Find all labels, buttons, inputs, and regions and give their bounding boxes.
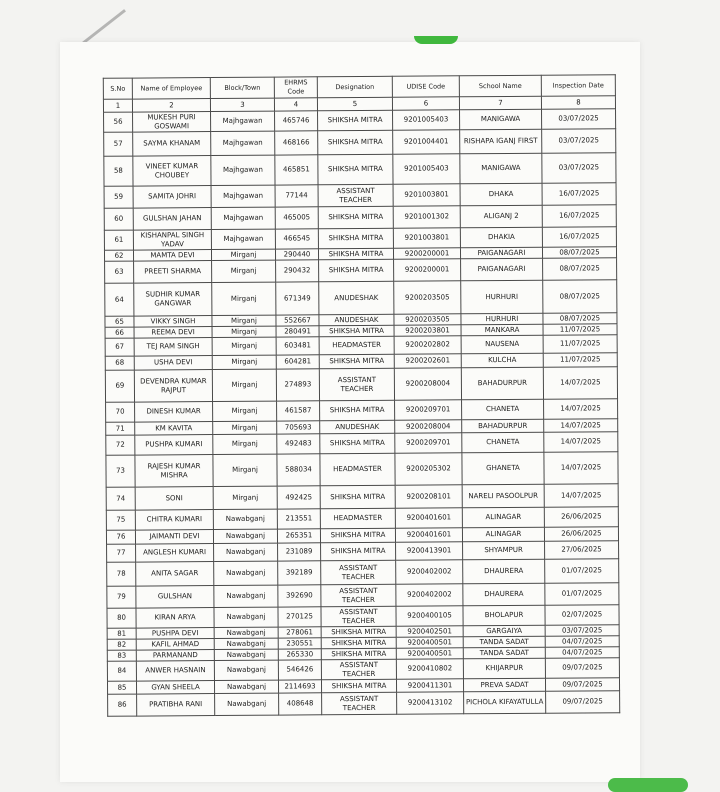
cell-school-name: MANIGAWA <box>460 109 542 130</box>
cell-inspection-date: 14/07/2025 <box>544 419 618 433</box>
cell-inspection-date: 26/06/2025 <box>544 527 618 542</box>
cell-sno: 59 <box>104 186 133 208</box>
cell-ehrms-code: 265330 <box>278 649 321 660</box>
cell-employee-name: CHITRA KUMARI <box>135 510 213 531</box>
cell-designation: SHIKSHA MITRA <box>321 637 396 649</box>
cell-school-name: HURHURI <box>461 280 543 314</box>
cell-block: Nawabganj <box>214 543 278 561</box>
cell-inspection-date: 27/06/2025 <box>545 541 619 560</box>
cell-sno: 61 <box>104 230 133 250</box>
cell-employee-name: VIKKY SINGH <box>134 316 212 328</box>
col-header-sno: S.No <box>103 78 132 99</box>
cell-sno: 58 <box>104 156 133 186</box>
cell-employee-name: RAJESH KUMAR MISHRA <box>135 455 213 488</box>
cell-ehrms-code: 465005 <box>275 207 318 229</box>
cell-udise-code: 9200208101 <box>395 485 462 508</box>
cell-employee-name: PREETI SHARMA <box>134 261 212 284</box>
cell-sno: 71 <box>106 422 135 435</box>
cell-sno: 72 <box>106 435 135 455</box>
cell-ehrms-code: 588034 <box>277 454 320 486</box>
cell-ehrms-code: 278061 <box>278 627 321 638</box>
cell-sno: 63 <box>105 261 134 283</box>
cell-ehrms-code: 392690 <box>278 585 321 607</box>
cell-ehrms-code: 408648 <box>279 693 322 715</box>
cell-designation: ASSISTANT TEACHER <box>322 692 397 715</box>
cell-employee-name: TEJ RAM SINGH <box>134 338 212 357</box>
cell-block: Nawabganj <box>214 561 278 585</box>
cell-designation: ASSISTANT TEACHER <box>321 560 396 585</box>
cell-school-name: GHANETA <box>462 452 544 485</box>
cell-ehrms-code: 77144 <box>275 185 318 207</box>
cell-school-name: DHAKIA <box>460 227 542 248</box>
cell-sno: 69 <box>105 370 134 402</box>
cell-designation: SHIKSHA MITRA <box>320 433 395 454</box>
cell-block: Mirganj <box>212 355 276 369</box>
cell-ehrms-code: 270125 <box>278 607 321 627</box>
cell-sno: 78 <box>107 562 136 586</box>
cell-inspection-date: 11/07/2025 <box>543 324 617 336</box>
cell-school-name: ALIGANJ 2 <box>460 205 542 228</box>
cell-block: Mirganj <box>212 369 276 401</box>
cell-employee-name: GULSHAN JAHAN <box>133 208 211 231</box>
cell-sno: 60 <box>104 208 133 230</box>
cell-employee-name: KIRAN ARYA <box>136 608 214 629</box>
cell-udise-code: 9200410802 <box>396 659 463 679</box>
cell-inspection-date: 16/07/2025 <box>542 227 616 248</box>
cell-school-name: BAHADURPUR <box>461 367 543 400</box>
cell-inspection-date: 26/06/2025 <box>544 507 618 528</box>
cell-sno: 62 <box>104 250 133 261</box>
cell-designation: ASSISTANT TEACHER <box>318 184 393 207</box>
cell-sno: 80 <box>107 608 136 628</box>
table-row <box>105 280 617 317</box>
cell-designation: ASSISTANT TEACHER <box>319 368 394 401</box>
cell-udise-code: 9200203801 <box>394 325 461 336</box>
cell-block: Majhgawan <box>211 229 275 249</box>
cell-block: Majhgawan <box>211 111 275 131</box>
col-number: 1 <box>103 99 132 112</box>
cell-udise-code: 9200209701 <box>395 400 462 420</box>
cell-designation: SHIKSHA MITRA <box>319 354 394 369</box>
table-row <box>108 691 620 717</box>
cell-ehrms-code: 230551 <box>278 638 321 649</box>
cell-inspection-date: 04/07/2025 <box>545 647 619 659</box>
cell-inspection-date: 09/07/2025 <box>545 658 619 679</box>
cell-udise-code: 9200401601 <box>395 508 462 528</box>
table-row <box>106 452 618 488</box>
cell-employee-name: GULSHAN <box>136 586 214 609</box>
table-row <box>104 153 616 187</box>
cell-school-name: SHYAMPUR <box>463 541 545 560</box>
cell-ehrms-code: 552667 <box>276 315 319 326</box>
cell-sno: 64 <box>105 283 134 316</box>
cell-block: Mirganj <box>213 486 277 509</box>
cell-block: Nawabganj <box>214 660 278 680</box>
cell-school-name: GARGAIYA <box>463 625 545 637</box>
cell-block: Mirganj <box>211 249 275 260</box>
cell-designation: SHIKSHA MITRA <box>321 648 396 660</box>
cell-sno: 84 <box>107 661 136 681</box>
cell-udise-code: 9200203505 <box>394 314 461 325</box>
cell-employee-name: JAIMANTI DEVI <box>135 530 213 545</box>
cell-employee-name: ANWER HASNAIN <box>136 661 214 682</box>
cell-block: Mirganj <box>213 434 277 454</box>
cell-ehrms-code: 465746 <box>275 111 318 131</box>
cell-block: Nawabganj <box>214 627 278 638</box>
cell-ehrms-code: 290432 <box>276 260 319 282</box>
green-top-indicator <box>414 36 458 44</box>
table-body <box>104 109 620 717</box>
cell-block: Mirganj <box>212 282 276 315</box>
cell-employee-name: SAMITA JOHRI <box>133 186 211 209</box>
cell-designation: SHIKSHA MITRA <box>318 154 393 185</box>
cell-sno: 79 <box>107 586 136 608</box>
cell-udise-code: 9200402002 <box>396 560 463 584</box>
cell-block: Nawabganj <box>215 693 279 715</box>
cell-sno: 81 <box>107 628 136 639</box>
cell-ehrms-code: 213551 <box>277 509 320 529</box>
col-header-date: Inspection Date <box>541 75 615 97</box>
cell-school-name: TANDA SADAT <box>463 647 545 659</box>
cell-school-name: PREVA SADAT <box>463 678 545 692</box>
cell-employee-name: KM KAVITA <box>135 422 213 436</box>
cell-ehrms-code: 671349 <box>276 282 319 315</box>
cell-employee-name: DEVENDRA KUMAR RAJPUT <box>134 370 212 403</box>
cell-ehrms-code: 465851 <box>275 155 318 185</box>
cell-designation: ASSISTANT TEACHER <box>321 606 396 627</box>
cell-school-name: PAIGANAGARI <box>461 258 543 281</box>
cell-school-name: ALINAGAR <box>462 507 544 528</box>
cell-udise-code: 9200209701 <box>395 433 462 453</box>
cell-ehrms-code: 468166 <box>275 131 318 155</box>
cell-employee-name: KISHANPAL SINGH YADAV <box>133 230 211 251</box>
cell-ehrms-code: 231089 <box>278 543 321 561</box>
cell-school-name: DHAKA <box>460 183 542 206</box>
cell-block: Nawabganj <box>214 607 278 627</box>
cell-designation: SHIKSHA MITRA <box>318 248 393 260</box>
cell-block: Mirganj <box>213 454 277 486</box>
cell-designation: SHIKSHA MITRA <box>320 400 395 421</box>
cell-employee-name: MAMTA DEVI <box>133 250 211 262</box>
cell-inspection-date: 04/07/2025 <box>545 636 619 648</box>
col-number: 2 <box>132 99 210 113</box>
cell-inspection-date: 03/07/2025 <box>542 129 616 154</box>
cell-block: Mirganj <box>213 401 277 421</box>
col-header-udise: UDISE Code <box>392 76 459 97</box>
cell-school-name: BAHADURPUR <box>462 419 544 433</box>
cell-designation: SHIKSHA MITRA <box>319 259 394 282</box>
col-header-block: Block/Town <box>210 77 274 98</box>
cell-sno: 56 <box>104 112 133 132</box>
cell-ehrms-code: 603481 <box>276 337 319 355</box>
cell-ehrms-code: 2114693 <box>278 680 321 693</box>
cell-block: Mirganj <box>212 315 276 326</box>
cell-udise-code: 9200202802 <box>394 336 461 354</box>
cell-udise-code: 9201003801 <box>393 228 460 248</box>
cell-designation: ASSISTANT TEACHER <box>321 659 396 680</box>
cell-sno: 67 <box>105 338 134 356</box>
cell-udise-code: 9201001302 <box>393 206 460 228</box>
cell-designation: SHIKSHA MITRA <box>320 485 395 509</box>
cell-udise-code: 9200402002 <box>396 584 463 606</box>
cell-school-name: ALINAGAR <box>462 527 544 542</box>
cell-employee-name: REEMA DEVI <box>134 327 212 339</box>
cell-sno: 85 <box>107 681 136 694</box>
cell-sno: 57 <box>104 132 133 156</box>
cell-designation: ANUDESHAK <box>320 420 395 434</box>
cell-block: Majhgawan <box>211 185 275 207</box>
cell-school-name: NARELI PASOOLPUR <box>462 484 544 508</box>
cell-inspection-date: 14/07/2025 <box>544 452 618 485</box>
cell-inspection-date: 11/07/2025 <box>543 353 617 368</box>
cell-ehrms-code: 705693 <box>277 421 320 434</box>
cell-employee-name: USHA DEVI <box>134 356 212 371</box>
cell-block: Nawabganj <box>213 509 277 529</box>
cell-designation: ANUDESHAK <box>319 281 394 315</box>
cell-employee-name: MUKESH PURI GOSWAMI <box>133 112 211 133</box>
cell-employee-name: VINEET KUMAR CHOUBEY <box>133 156 211 187</box>
cell-sno: 75 <box>106 510 135 530</box>
cell-block: Mirganj <box>212 260 276 282</box>
col-number: 3 <box>210 98 274 111</box>
cell-inspection-date: 14/07/2025 <box>544 484 618 508</box>
cell-employee-name: SUDHIR KUMAR GANGWAR <box>134 283 212 317</box>
cell-designation: HEADMASTER <box>320 453 395 486</box>
cell-ehrms-code: 280491 <box>276 326 319 337</box>
cell-designation: SHIKSHA MITRA <box>321 679 396 693</box>
cell-school-name: DHAURERA <box>463 559 545 584</box>
cell-inspection-date: 16/07/2025 <box>542 183 616 206</box>
cell-designation: SHIKSHA MITRA <box>320 528 395 543</box>
cell-ehrms-code: 265351 <box>277 529 320 543</box>
cell-inspection-date: 02/07/2025 <box>545 605 619 626</box>
cell-udise-code: 9200208004 <box>395 420 462 433</box>
cell-udise-code: 9200202601 <box>394 354 461 368</box>
col-header-school: School Name <box>459 75 541 97</box>
cell-inspection-date: 08/07/2025 <box>543 313 617 325</box>
cell-udise-code: 9201005403 <box>393 154 460 184</box>
col-number: 7 <box>459 96 541 110</box>
cell-udise-code: 9200402501 <box>396 626 463 637</box>
cell-employee-name: DINESH KUMAR <box>135 402 213 423</box>
cell-designation: SHIKSHA MITRA <box>318 110 393 131</box>
col-number: 6 <box>392 97 459 110</box>
cell-ehrms-code: 290440 <box>275 249 318 260</box>
col-number: 5 <box>317 97 392 111</box>
cell-designation: SHIKSHA MITRA <box>318 206 393 229</box>
cell-employee-name: PRATIBHA RANI <box>137 694 215 717</box>
table-row <box>104 129 616 157</box>
cell-udise-code: 9200200001 <box>393 248 460 259</box>
cell-udise-code: 9200200001 <box>394 259 461 281</box>
cell-udise-code: 9200205302 <box>395 453 462 485</box>
cell-udise-code: 9200413901 <box>396 542 463 560</box>
cell-udise-code: 9200401601 <box>395 528 462 542</box>
cell-udise-code: 9201004401 <box>393 130 460 154</box>
cell-block: Nawabganj <box>214 585 278 607</box>
cell-school-name: MANKARA <box>461 324 543 336</box>
table-row <box>105 367 617 403</box>
cell-block: Nawabganj <box>213 529 277 543</box>
cell-school-name: CHANETA <box>462 432 544 453</box>
cell-block: Nawabganj <box>214 649 278 660</box>
cell-employee-name: ANITA SAGAR <box>136 562 214 587</box>
cell-inspection-date: 09/07/2025 <box>546 691 620 714</box>
cell-block: Majhgawan <box>211 131 275 155</box>
cell-designation: SHIKSHA MITRA <box>321 626 396 638</box>
cell-school-name: NAUSENA <box>461 335 543 354</box>
cell-block: Mirganj <box>212 326 276 337</box>
cell-school-name: RISHAPA IGANJ FIRST <box>460 129 542 154</box>
cell-block: Mirganj <box>213 421 277 434</box>
cell-designation: SHIKSHA MITRA <box>319 325 394 337</box>
cell-udise-code: 9201005403 <box>393 110 460 130</box>
cell-ehrms-code: 274893 <box>276 369 319 401</box>
cell-employee-name: ANGLESH KUMARI <box>136 544 214 563</box>
cell-sno: 68 <box>105 356 134 370</box>
col-header-name: Name of Employee <box>132 78 210 100</box>
cell-inspection-date: 03/07/2025 <box>542 109 616 130</box>
cell-udise-code: 9200208004 <box>394 368 461 400</box>
cell-inspection-date: 01/07/2025 <box>545 559 619 584</box>
cell-employee-name: PUSHPA DEVI <box>136 628 214 640</box>
col-header-ehrms: EHRMS Code <box>274 77 317 98</box>
col-number: 8 <box>541 96 615 110</box>
cell-sno: 73 <box>106 455 135 487</box>
cell-sno: 77 <box>107 544 136 562</box>
cell-udise-code: 9200203505 <box>394 281 461 314</box>
cell-ehrms-code: 466545 <box>275 229 318 249</box>
cell-sno: 76 <box>106 530 135 544</box>
cell-employee-name: KAFIL AHMAD <box>136 639 214 651</box>
cell-school-name: TANDA SADAT <box>463 636 545 648</box>
cell-sno: 86 <box>108 694 137 716</box>
col-number: 4 <box>274 98 317 111</box>
cell-school-name: PICHOLA KIFAYATULLA <box>464 691 546 714</box>
cell-inspection-date: 16/07/2025 <box>542 205 616 228</box>
cell-ehrms-code: 461587 <box>277 401 320 421</box>
cell-block: Mirganj <box>212 337 276 355</box>
cell-inspection-date: 08/07/2025 <box>542 247 616 259</box>
cell-inspection-date: 03/07/2025 <box>545 625 619 637</box>
cell-ehrms-code: 492483 <box>277 434 320 454</box>
cell-udise-code: 9200411301 <box>396 679 463 692</box>
cell-sno: 70 <box>106 402 135 422</box>
cell-block: Majhgawan <box>211 207 275 229</box>
cell-designation: ANUDESHAK <box>319 314 394 326</box>
cell-designation: ASSISTANT TEACHER <box>321 584 396 607</box>
cell-block: Nawabganj <box>214 638 278 649</box>
col-header-designation: Designation <box>317 76 392 98</box>
cell-school-name: HURHURI <box>461 313 543 325</box>
cell-school-name: MANIGAWA <box>460 153 542 184</box>
cell-inspection-date: 11/07/2025 <box>543 335 617 354</box>
cell-employee-name: SONI <box>135 487 213 511</box>
cell-school-name: KHIJARPUR <box>463 658 545 679</box>
cell-ehrms-code: 546426 <box>278 660 321 680</box>
cell-school-name: KULCHA <box>461 353 543 368</box>
cell-ehrms-code: 392189 <box>278 561 321 585</box>
cell-sno: 66 <box>105 327 134 338</box>
cell-block: Majhgawan <box>211 155 275 185</box>
inspection-table <box>103 74 620 717</box>
cell-school-name: DHAURERA <box>463 583 545 606</box>
cell-sno: 82 <box>107 639 136 650</box>
cell-sno: 83 <box>107 650 136 661</box>
cell-inspection-date: 14/07/2025 <box>544 432 618 453</box>
cell-ehrms-code: 492425 <box>277 486 320 509</box>
cell-employee-name: PUSHPA KUMARI <box>135 435 213 456</box>
cell-school-name: CHANETA <box>462 399 544 420</box>
cell-inspection-date: 14/07/2025 <box>543 367 617 400</box>
table-row <box>107 559 619 587</box>
cell-designation: HEADMASTER <box>319 336 394 355</box>
cell-inspection-date: 09/07/2025 <box>545 678 619 692</box>
cell-inspection-date: 01/07/2025 <box>545 583 619 606</box>
cell-employee-name: PARMANAND <box>136 650 214 662</box>
cell-sno: 65 <box>105 316 134 327</box>
cell-school-name: PAIGANAGARI <box>460 247 542 259</box>
cell-employee-name: SAYMA KHANAM <box>133 132 211 157</box>
cell-inspection-date: 08/07/2025 <box>543 280 617 314</box>
cell-block: Nawabganj <box>214 680 278 693</box>
cell-udise-code: 9200400501 <box>396 648 463 659</box>
cell-designation: SHIKSHA MITRA <box>321 542 396 561</box>
cell-employee-name: GYAN SHEELA <box>136 681 214 695</box>
cell-sno: 74 <box>106 487 135 510</box>
cell-inspection-date: 03/07/2025 <box>542 153 616 184</box>
cell-inspection-date: 08/07/2025 <box>543 258 617 281</box>
cell-udise-code: 9200400105 <box>396 606 463 626</box>
cell-udise-code: 9200413102 <box>397 692 464 714</box>
cell-udise-code: 9200400501 <box>396 637 463 648</box>
cell-inspection-date: 14/07/2025 <box>544 399 618 420</box>
green-bottom-button[interactable] <box>608 778 688 792</box>
cell-udise-code: 9201003801 <box>393 184 460 206</box>
cell-designation: SHIKSHA MITRA <box>318 130 393 155</box>
cell-school-name: BHOLAPUR <box>463 605 545 626</box>
cell-ehrms-code: 604281 <box>276 355 319 369</box>
cell-designation: HEADMASTER <box>320 508 395 529</box>
cell-designation: SHIKSHA MITRA <box>318 228 393 249</box>
